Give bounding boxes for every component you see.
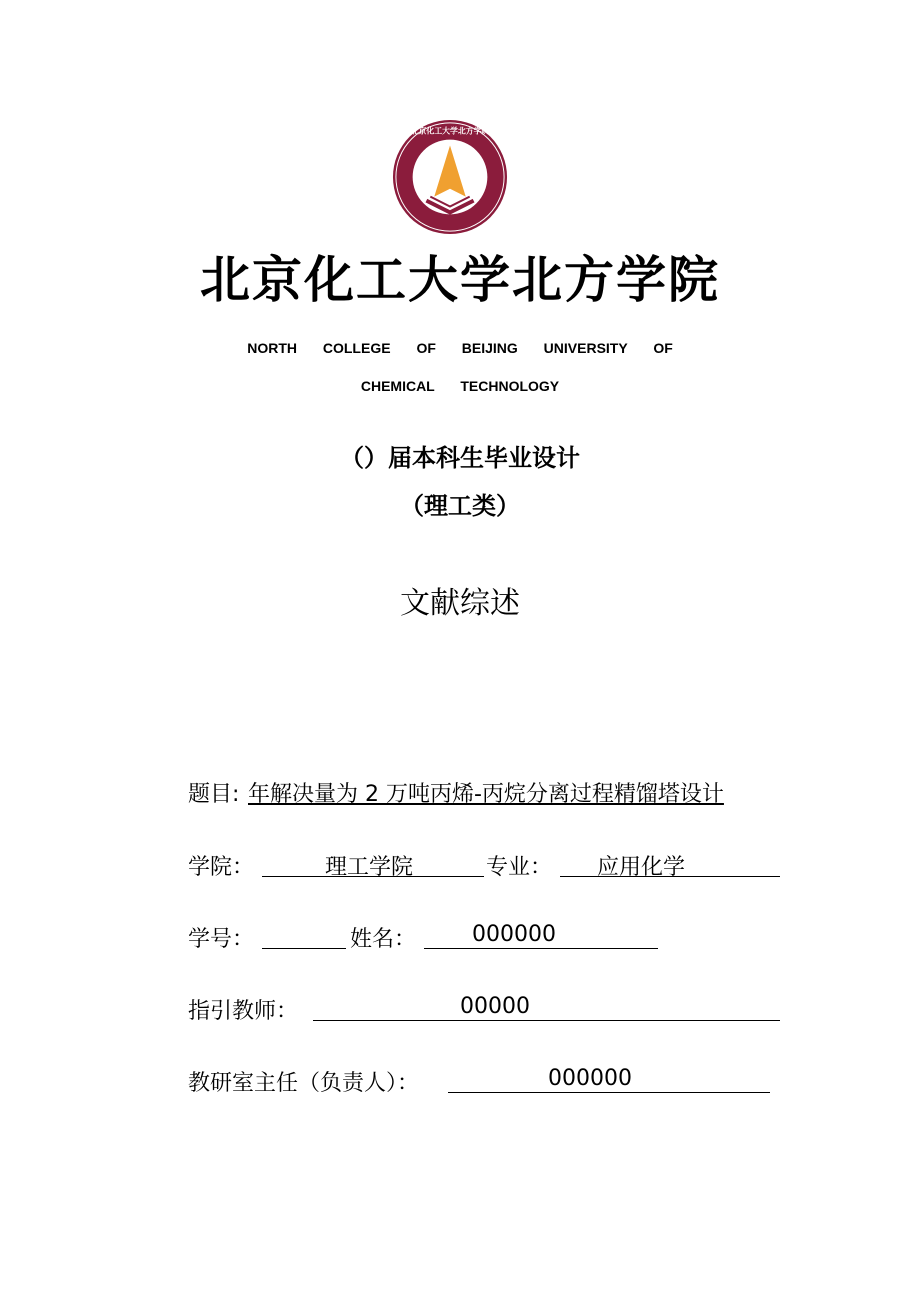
college-label: 学院：	[188, 855, 255, 880]
student-id-label: 学号：	[188, 927, 255, 952]
name-label: 姓名：	[350, 927, 417, 952]
advisor-value: 00000	[460, 994, 530, 1019]
college-value: 理工学院	[325, 855, 414, 880]
name-field-line	[424, 948, 658, 949]
english-name-line2: CHEMICAL TECHNOLOGY	[360, 378, 560, 394]
college-title: 北京化工大学北方学院	[200, 251, 720, 309]
major-value: 应用化学	[597, 855, 686, 880]
english-name-line1: NORTH COLLEGE OF BEIJING UNIVERSITY OF	[247, 340, 673, 356]
category-heading: （理工类）	[400, 492, 520, 520]
major-label: 专业：	[486, 855, 553, 880]
advisor-label: 指引教师：	[188, 999, 299, 1024]
svg-text:北京化工大学北方学院: 北京化工大学北方学院	[410, 126, 490, 136]
college-logo	[391, 118, 509, 236]
advisor-field-line	[313, 1020, 780, 1021]
director-value: 000000	[548, 1066, 632, 1091]
student-id-field-line	[262, 948, 346, 949]
name-value: 000000	[472, 922, 556, 947]
session-heading: （）届本科生毕业设计	[340, 444, 580, 472]
topic-value: 年解决量为 2 万吨丙烯-丙烷分离过程精馏塔设计	[248, 782, 724, 807]
topic-label: 题目:	[188, 782, 240, 807]
document-type: 文献综述	[400, 586, 520, 621]
director-field-line	[448, 1092, 770, 1093]
director-label: 教研室主任（负责人）：	[188, 1071, 420, 1096]
